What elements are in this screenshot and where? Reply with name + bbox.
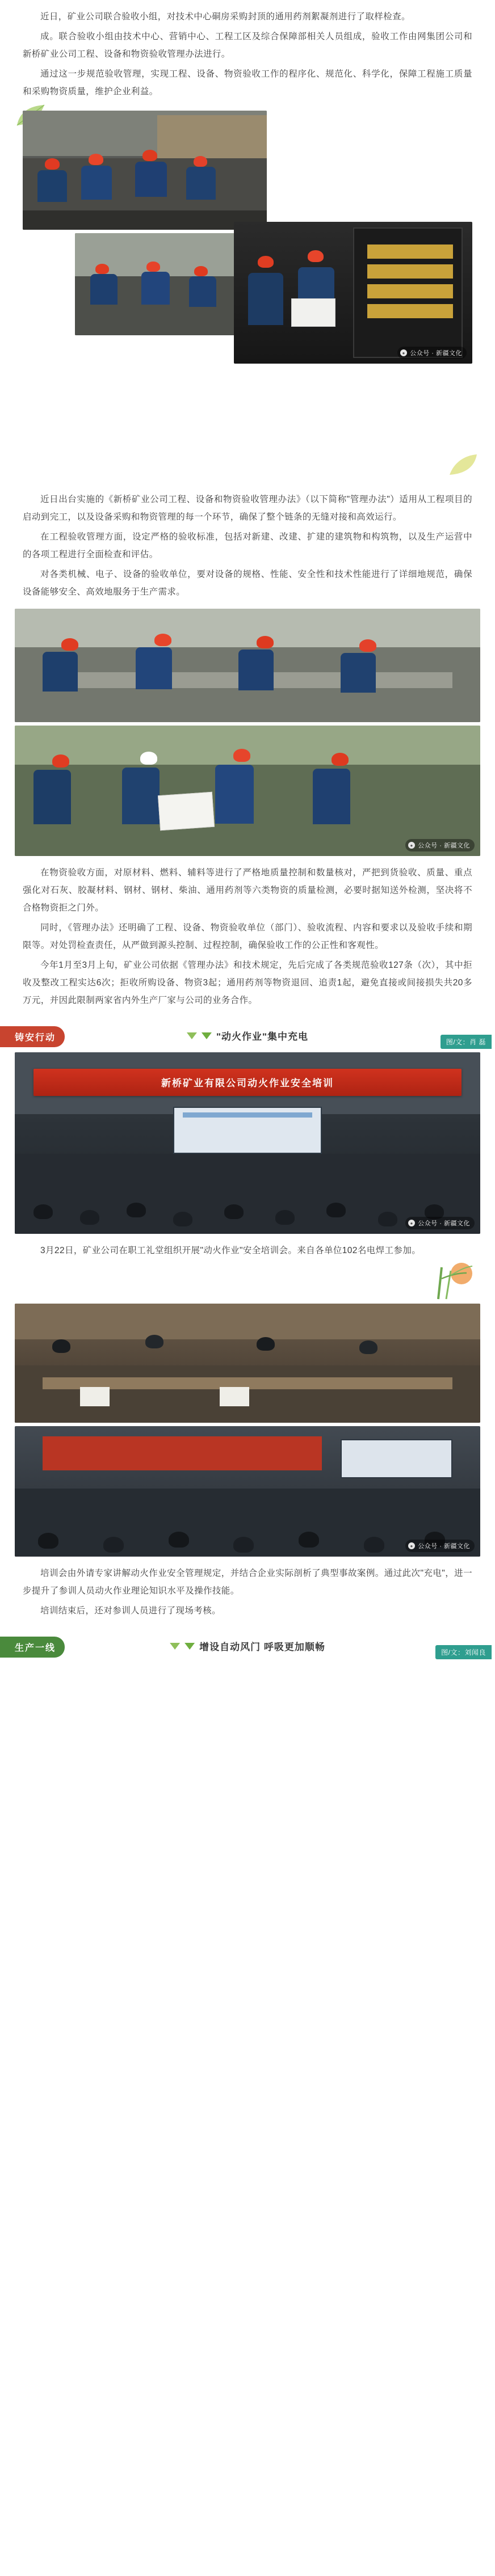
projector-screen	[173, 1107, 322, 1154]
decoration-bamboo-block	[0, 1259, 495, 1296]
paragraph-10: 3月22日，矿业公司在职工礼堂组织开展"动火作业"安全培训会。来自各单位102名电焊工参加。	[40, 1246, 421, 1255]
avatar-dot-icon: ●	[408, 1542, 415, 1549]
watermark-badge	[405, 1540, 475, 1552]
watermark-badge	[397, 347, 467, 359]
watermark-label: 公众号 · 新疆文化	[418, 1220, 470, 1227]
watermark-label: 公众号 · 新疆文化	[410, 350, 462, 357]
photo-document-review	[15, 726, 480, 856]
training-banner: 新桥矿业有限公司动火作业安全培训	[33, 1069, 462, 1096]
bamboo-decoration-icon	[427, 1256, 476, 1300]
photo-construction-group	[23, 111, 472, 357]
paragraph-5: 在工程验收管理方面，设定严格的验收标准，包括对新建、改建、扩建的建筑物和构筑物，以及生产运营中的各项工程进行全面检查和评估。	[23, 532, 472, 559]
paragraph-11: 培训会由外请专家讲解动火作业安全管理规定，并结合企业实际剖析了典型事故案例。通过此次"充电"，进一步提升了参训人员动火作业理论知识水平及操作技能。	[23, 1569, 472, 1596]
section-header-zhuan-action	[0, 1024, 495, 1049]
section-title: "动火作业"集中充电	[216, 1031, 309, 1042]
photo-training-hall	[15, 1052, 480, 1234]
avatar-dot-icon: ●	[400, 349, 407, 356]
paragraph-8: 同时，《管理办法》还明确了工程、设备、物资验收单位（部门）、验收流程、内容和要求以及验收手续和期限等。对处罚检查责任，从严做到源头控制、过程控制，确保验收工作的公正性和客观性。	[23, 923, 472, 950]
photo-acceptance-group	[15, 609, 480, 856]
photo-classroom-group	[15, 1304, 480, 1557]
avatar-dot-icon: ●	[408, 842, 415, 849]
photo-classroom-wide	[15, 1426, 480, 1557]
section-header-production-line	[0, 1634, 495, 1659]
paragraph-4: 近日出台实施的《新桥矿业公司工程、设备和物资验收管理办法》（以下简称"管理办法"）适用从工程项目的启动到完工，以及设备采购和物资管理的每一个环节，确保了整个链条的无缝对接和高效运行。	[23, 495, 472, 522]
paragraph-1: 近日，矿业公司联合验收小组，对技术中心硐房采购封顶的通用药剂絮凝剂进行了取样检查。	[40, 12, 410, 22]
watermark-label: 公众号 · 新疆文化	[418, 842, 470, 849]
section-tag-label: 生产一线	[0, 1637, 65, 1658]
paragraph-7: 在物资验收方面，对原材料、燃料、辅料等进行了严格地质量控制和数量核对，严把到货验收、质量、重点强化对石灰、胶凝材料、钢材、钢材、柴油、通用药剂等六类物资的质量检测，必要时据知送外检测，坚决将不合格物资拒之门外。	[23, 868, 472, 913]
triangle-marker-icon	[187, 1032, 197, 1039]
photo-rebar-welding	[23, 111, 267, 230]
photo-rebar-measure	[15, 609, 480, 722]
watermark-badge	[405, 1217, 475, 1229]
section-title: 增设自动风门 呼吸更加顺畅	[199, 1642, 325, 1652]
section-title-group	[187, 1028, 308, 1043]
paragraph-6: 对各类机械、电子、设备的验收单位，要对设备的规格、性能、安全性和技术性能进行了详细地规范，确保设备能够安全、高效地服务于生产需求。	[23, 570, 472, 597]
photo-electrical-cabinet	[234, 222, 472, 364]
photo-classroom-desks	[15, 1304, 480, 1423]
avatar-dot-icon: ●	[408, 1220, 415, 1226]
triangle-marker-icon	[202, 1032, 212, 1039]
watermark-label: 公众号 · 新疆文化	[418, 1543, 470, 1550]
watermark-badge	[405, 839, 475, 851]
triangle-marker-icon	[184, 1643, 195, 1650]
section-tag-label: 铸安行动	[0, 1026, 65, 1047]
triangle-marker-icon	[170, 1643, 180, 1650]
section-title-group	[170, 1639, 325, 1653]
photo-site-inspection	[75, 233, 245, 335]
paragraph-3: 通过这一步规范验收管理，实现工程、设备、物资验收工作的程序化、规范化、科学化，保障工程施工质量和采购物资质量，维护企业利益。	[23, 69, 472, 96]
paragraph-2: 成。联合验收小组由技术中心、营销中心、工程工区及综合保障部相关人员组成，验收工作由网集团公司和新桥矿业公司工程、设备和物资验收管理办法进行。	[23, 32, 472, 59]
section-byline: 图/文：肖 磊	[441, 1035, 492, 1049]
paragraph-9: 今年1月至3月上旬，矿业公司依据《管理办法》和技术规定，先后完成了各类规范验收127条（次），其中拒收及整改工程实达6次；拒收所购设备、物资3起；通用药剂等物资退回、追责1起，避免直接或间接损失共20多万元，并因此限制两家省内外生产厂家与公司的业务合作。	[23, 960, 472, 1005]
paragraph-12: 培训结束后，还对参训人员进行了现场考核。	[40, 1606, 221, 1616]
section-byline: 图/文：刘闻良	[435, 1645, 492, 1659]
